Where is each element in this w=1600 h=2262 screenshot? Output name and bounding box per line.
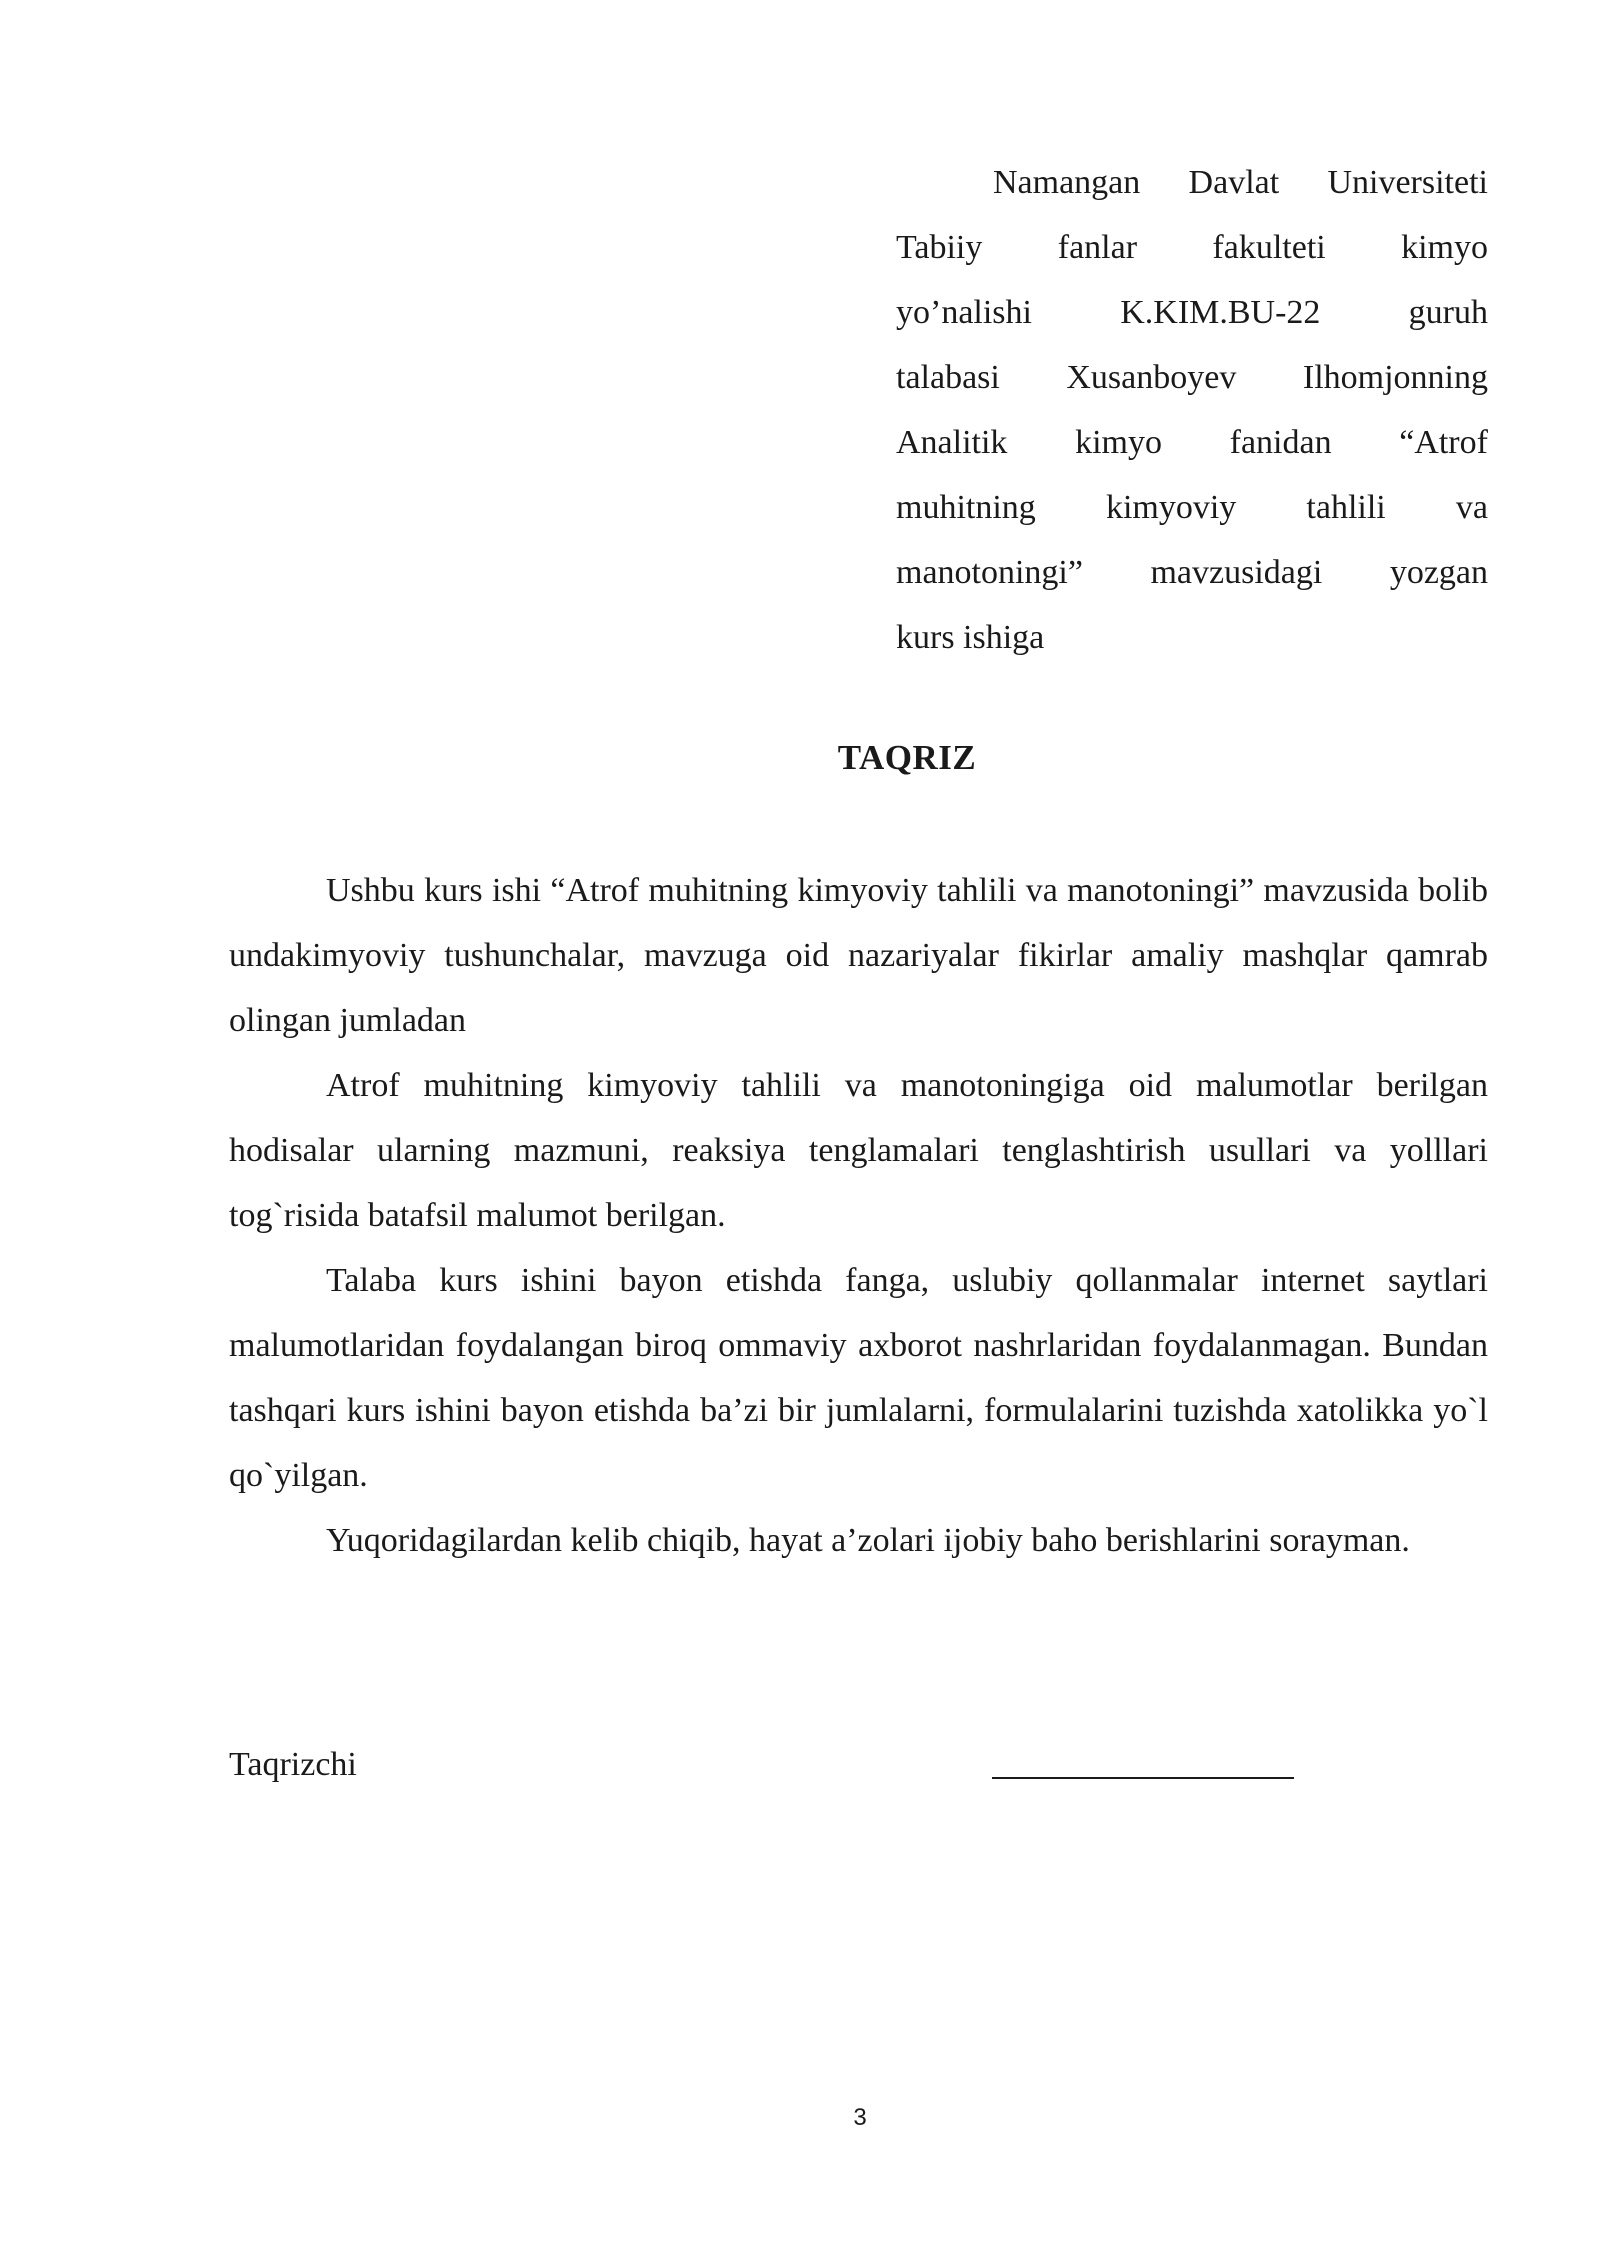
addressee-line xyxy=(896,475,1488,540)
addressee-word: Ilhomjonning xyxy=(1302,359,1488,396)
addressee-line xyxy=(896,540,1488,605)
addressee-word: guruh xyxy=(1408,294,1488,331)
addressee-block xyxy=(896,150,1488,670)
addressee-word: fakulteti xyxy=(1212,229,1326,266)
review-paragraph: Talaba kurs ishini bayon etishda fanga, uslubiy qollanmalar internet saytlari malumotlaridan foydalangan biroq ommaviy axborot nashrlaridan foydalanmagan. Bundan tashqari kurs ishini bayon etishda ba’zi bir jumlalarni, formulalarini tuzishda xatolikka yo`l qo`yilgan. xyxy=(229,1262,1488,1494)
addressee-word: Analitik xyxy=(896,424,1008,461)
addressee-word: talabasi xyxy=(896,359,1000,396)
addressee-line xyxy=(896,410,1488,475)
review-paragraph: Atrof muhitning kimyoviy tahlili va manotoningiga oid malumotlar berilgan hodisalar ularning mazmuni, reaksiya tenglamalari tenglashtirish usullari va yolllari tog`risida batafsil malumot berilgan. xyxy=(229,1067,1488,1234)
addressee-word: mavzusidagi xyxy=(1150,554,1323,591)
addressee-line xyxy=(896,605,1488,670)
addressee-line xyxy=(896,345,1488,410)
addressee-word: fanlar xyxy=(1057,229,1138,266)
addressee-word: muhitning xyxy=(896,489,1036,526)
signature-label: Taqrizchi xyxy=(229,1746,357,1783)
addressee-word: Tabiiy xyxy=(896,229,983,266)
addressee-word: tahlili xyxy=(1306,489,1386,526)
review-paragraph: Ushbu kurs ishi “Atrof muhitning kimyoviy tahlili va manotoningi” mavzusida bolib undakimyoviy tushunchalar, mavzuga oid nazariyalar fikirlar amaliy mashqlar qamrab olingan jumladan xyxy=(229,872,1488,1039)
addressee-word: K.KIM.BU-22 xyxy=(1120,294,1321,331)
addressee-word: yo’nalishi xyxy=(896,294,1032,331)
addressee-line xyxy=(896,215,1488,280)
addressee-word: yozgan xyxy=(1389,554,1488,591)
review-body xyxy=(229,858,1488,1573)
document-title: TAQRIZ xyxy=(837,738,977,777)
review-paragraph: Yuqoridagilardan kelib chiqib, hayat a’zolari ijobiy baho berishlarini sorayman. xyxy=(326,1522,1410,1559)
addressee-word: Davlat xyxy=(1188,164,1280,201)
addressee-word: kurs ishiga xyxy=(896,619,1045,656)
addressee-word: Universiteti xyxy=(1327,164,1488,201)
addressee-word: va xyxy=(1455,489,1488,526)
addressee-line xyxy=(896,280,1488,345)
signature-line xyxy=(992,1777,1294,1779)
addressee-word: “Atrof xyxy=(1399,424,1488,461)
addressee-word: Xusanboyev xyxy=(1066,359,1237,396)
addressee-word: fanidan xyxy=(1229,424,1332,461)
addressee-word: kimyo xyxy=(1075,424,1162,461)
addressee-word: manotoningi” xyxy=(896,554,1083,591)
addressee-line xyxy=(896,150,1488,215)
addressee-word: Namangan xyxy=(993,164,1141,201)
addressee-word: kimyo xyxy=(1401,229,1488,266)
addressee-word: kimyoviy xyxy=(1105,489,1237,526)
page-number: 3 xyxy=(853,2104,867,2131)
